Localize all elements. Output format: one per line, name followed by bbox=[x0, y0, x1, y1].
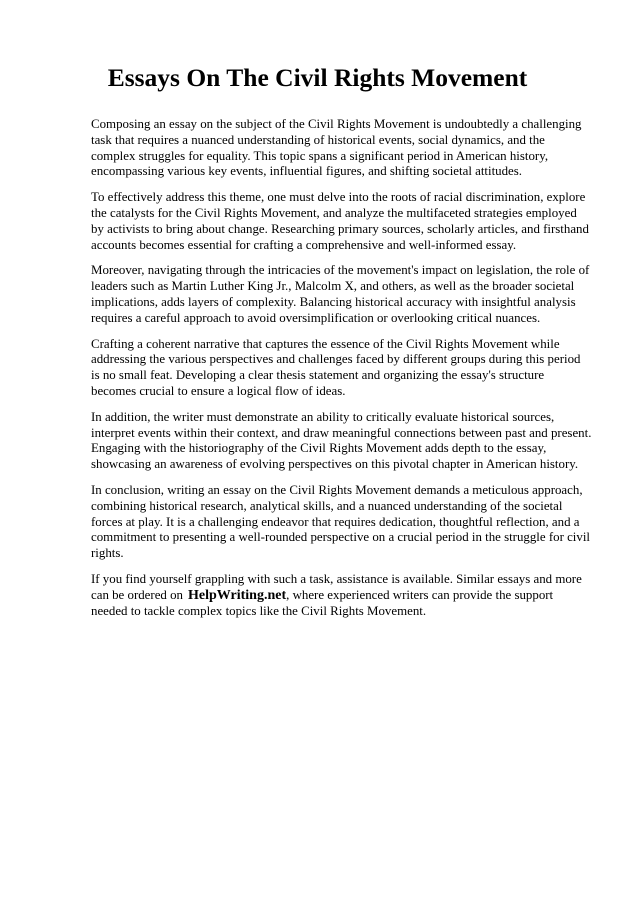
paragraph: To effectively address this theme, one must delve into the roots of racial discrimination, explore the catalysts for the Civil Rights Movement, and analyze the multifaceted strategies employed by activists to bring about change. Researching primary sources, scholarly articles, and firsthand accounts becomes essential for crafting a comprehensive and well-informed essay. bbox=[91, 190, 589, 252]
paragraph: In addition, the writer must demonstrate an ability to critically evaluate historical sources, interpret events within their context, and draw meaningful connections between past and present. Engaging with the historiography of the Civil Rights Movement adds depth to the essay, showcasing an awareness of evolving perspectives on this pivotal chapter in American history. bbox=[91, 409, 592, 472]
helpwriting-link[interactable]: HelpWriting.net bbox=[187, 587, 287, 603]
closing-text-before-link: If you find yourself grappling with such a task, assistance is available. Similar essays and more can be ordered on bbox=[91, 571, 582, 602]
document-body bbox=[91, 117, 592, 619]
closing-text-after-link: , where experienced writers can provide the support needed to tackle complex topics like the Civil Rights Movement. bbox=[91, 587, 554, 618]
paragraph: Moreover, navigating through the intricacies of the movement's impact on legislation, the role of leaders such as Martin Luther King Jr., Malcolm X, and others, as well as the broader societal implications, adds layers of complexity. Balancing historical accuracy with insightful analysis requires a careful approach to avoid oversimplification or overlooking critical nuances. bbox=[91, 263, 590, 325]
paragraph: Crafting a coherent narrative that captures the essence of the Civil Rights Movement while addressing the various perspectives and challenges faced by different groups during this period is no small feat. Developing a clear thesis statement and organizing the essay's structure becomes crucial to ensure a logical flow of ideas. bbox=[91, 336, 581, 398]
paragraph: In conclusion, writing an essay on the Civil Rights Movement demands a meticulous approach, combining historical research, analytical skills, and a nuanced understanding of the societal forces at play. It is a challenging endeavor that requires dedication, thoughtful reflection, and a commitment to presenting a well-rounded perspective on a crucial period in the struggle for civil rights. bbox=[91, 482, 590, 561]
closing-paragraph bbox=[91, 572, 592, 619]
paragraph: Composing an essay on the subject of the Civil Rights Movement is undoubtedly a challenging task that requires a nuanced understanding of historical events, social dynamics, and the complex struggles for equality. This topic spans a significant period in American history, encompassing various key events, influential figures, and shifting societal attitudes. bbox=[91, 117, 582, 179]
document-title: Essays On The Civil Rights Movement bbox=[107, 63, 528, 92]
